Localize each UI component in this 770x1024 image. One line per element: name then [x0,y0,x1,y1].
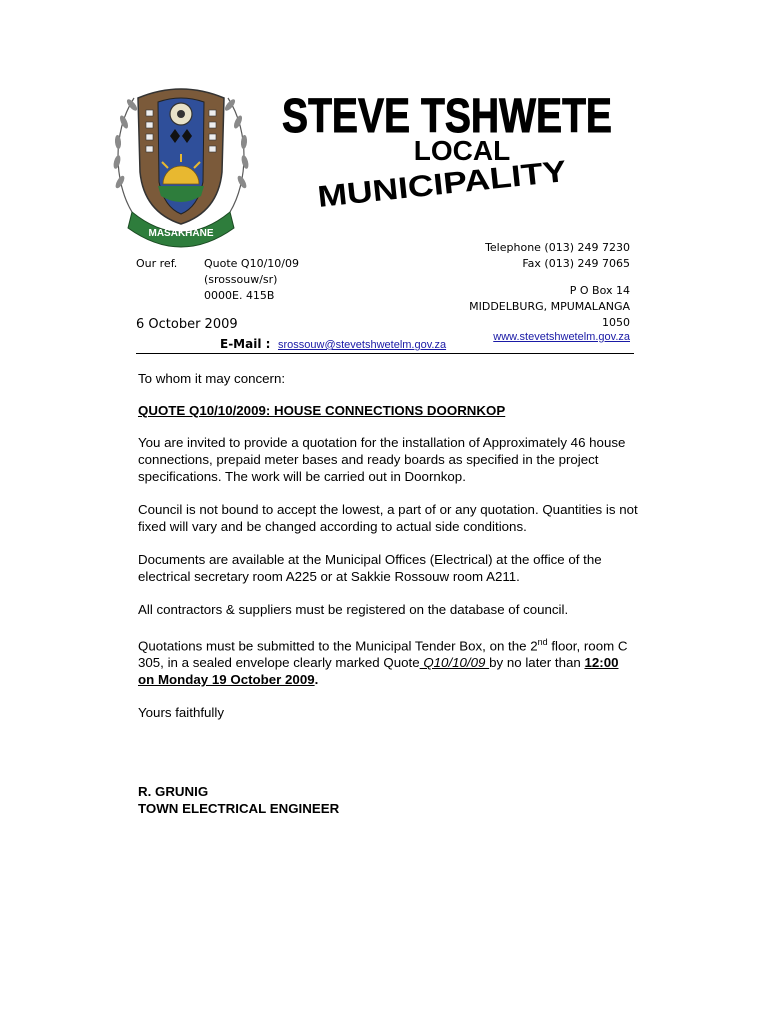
salutation: To whom it may concern: [138,371,286,386]
paragraph-registration: All contractors & suppliers must be registered on the database of council. [138,602,569,617]
submission-text-c: by no later than [489,655,585,671]
our-ref-label: Our ref. [136,257,178,270]
signatory-name: R. GRUNIG [138,784,209,800]
email-link[interactable]: srossouw@stevetshwetelm.gov.za [278,339,447,351]
email-label: E-Mail : [220,337,271,351]
paragraph-documents: Documents are available at the Municipal Offices (Electrical) at the office of the electrical secretary room A225 or at Sakkie Rossouw room A211. [138,552,602,584]
fax: Fax (013) 249 7065 [522,257,630,270]
logo-line1: STEVE TSHWETE [282,90,612,143]
submission-end: . [314,672,319,688]
letter-date: 6 October 2009 [136,317,238,332]
paragraph-invitation: You are invited to provide a quotation for the installation of Approximately 46 house connections, prepaid meter bases and ready boards as specified in the project specifications. The work will be carried out in Doornkop. [138,435,626,484]
telephone: Telephone (013) 249 7230 [485,241,630,254]
city: MIDDELBURG, MPUMALANGA [469,300,630,313]
postcode: 1050 [602,316,630,329]
header-divider [136,353,634,354]
letter-subject: QUOTE Q10/10/2009: HOUSE CONNECTIONS DOORNKOP [138,403,506,418]
submission-text-b: floor, room C 305, in a sealed envelope clearly marked Quote [138,638,628,671]
reference-initials: (srossouw/sr) [204,273,278,286]
closing: Yours faithfully [138,705,224,721]
submission-quote-ref: Q10/10/09 [419,655,490,671]
crest-motto: MASAKHANE [148,228,214,239]
reference-file-number: 0000E. 415B [204,289,275,302]
logo-line2: LOCAL [413,135,511,166]
submission-text-a: Quotations must be submitted to the Municipal Tender Box, on the 2 [138,638,538,654]
website-link[interactable]: www.stevetshwetelm.gov.za [493,331,630,343]
reference-lines [204,256,299,304]
paragraph-submission [138,634,638,688]
contact-block [469,240,630,331]
municipal-crest [108,62,254,248]
paragraph-council: Council is not bound to accept the lowest, a part of or any quotation. Quantities is not fixed will vary and be changed according to actual side conditions. [138,502,638,534]
municipality-logo [272,78,622,214]
submission-deadline: 12:00 on Monday 19 October 2009 [138,655,619,688]
letter-body [138,370,638,817]
submission-superscript: nd [537,637,548,647]
logo-line3: MUNICIPALITY [316,159,530,214]
po-box: P O Box 14 [569,284,630,297]
reference-quote: Quote Q10/10/09 [204,257,299,270]
signatory-title: TOWN ELECTRICAL ENGINEER [138,801,340,817]
